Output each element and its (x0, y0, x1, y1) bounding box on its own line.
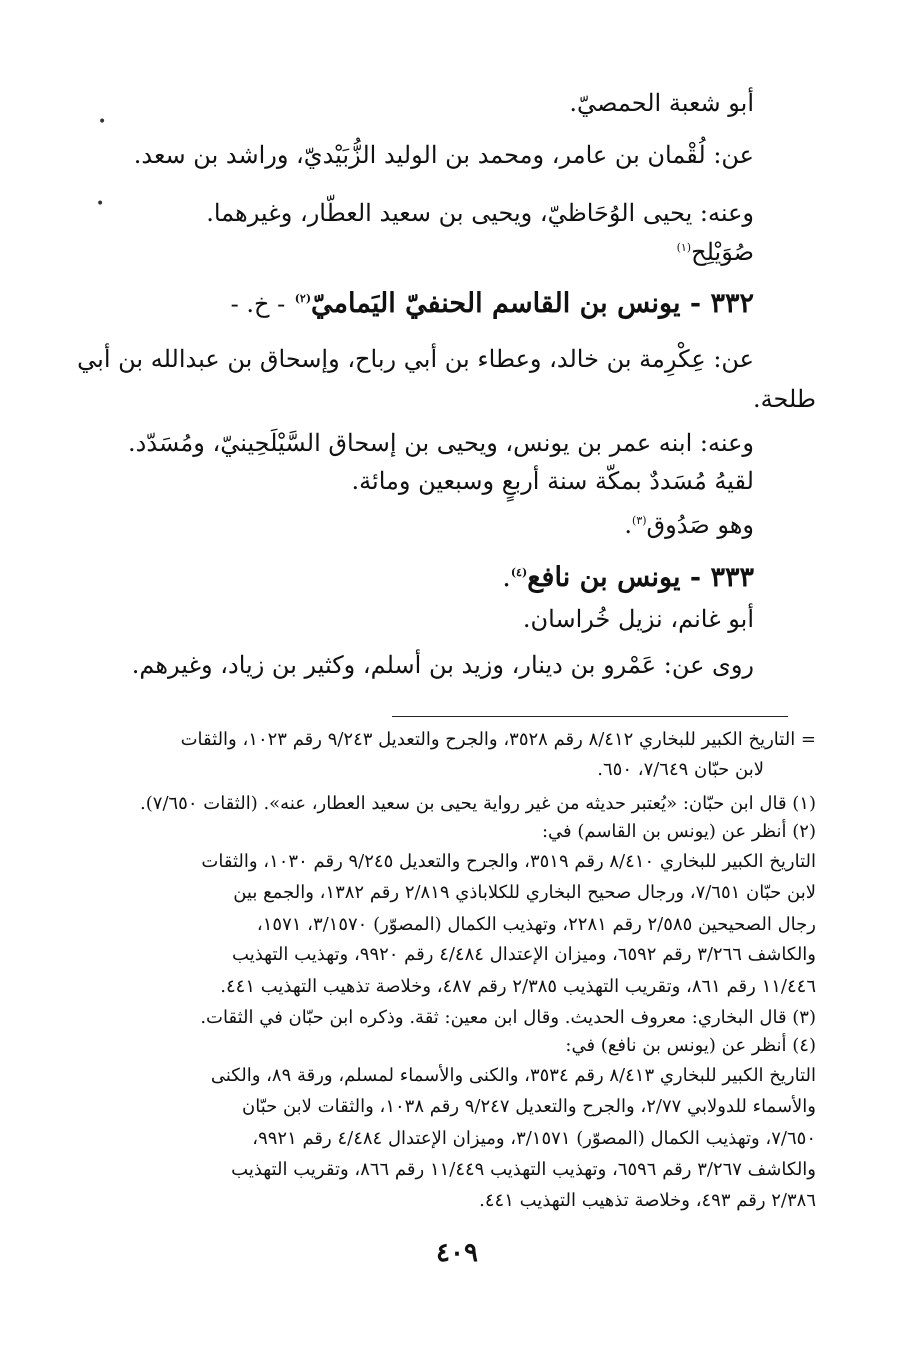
punctuation: . (624, 511, 633, 539)
footnote-line: = التاريخ الكبير للبخاري ٨/٤١٢ رقم ٣٥٢٨، والجرح والتعديل ٩/٢٤٣ رقم ١٠٢٣، والثقات (180, 729, 816, 750)
page-number: ٤٠٩ (436, 1238, 478, 1268)
text-line: روى عن: عَمْرو بن دينار، وزيد بن أسلم، وكثير بن زياد، وغيرهم. (131, 651, 754, 679)
footnote-line: ١١/٤٤٦ رقم ٨٦١، وتقريب التهذيب ٢/٣٨٥ رقم ٤٨٧، وخلاصة تذهيب التهذيب ٤٤١. (220, 976, 816, 997)
footnote-line: (١) قال ابن حبّان: «يُعتبر حديثه من غير رواية يحيى بن سعيد العطار، عنه». (الثقات ٧/٦٥٠). (140, 793, 816, 814)
entry-title: ٣٣٣ - يونس بن نافع (527, 562, 754, 593)
footnote-separator (392, 716, 788, 717)
footnote-line: ٧/٦٥٠، وتهذيب الكمال (المصوّر) ٣/١٥٧١، وميزان الإعتدال ٤/٤٨٤ رقم ٩٩٢١، (252, 1128, 816, 1149)
footnote-line: والكاشف ٣/٢٦٧ رقم ٦٥٩٦، وتهذيب التهذيب ١١/٤٤٩ رقم ٨٦٦، وتقريب التهذيب (231, 1159, 816, 1180)
entry-heading-332 (231, 288, 754, 319)
footnote-line: لابن حبّان ٧/٦٤٩، ٦٥٠. (597, 759, 764, 780)
footnote-line: (٣) قال البخاري: معروف الحديث. وقال ابن معين: ثقة. وذكره ابن حبّان في الثقات. (200, 1007, 816, 1028)
footnote-line: ٢/٣٨٦ رقم ٤٩٣، وخلاصة تذهيب التهذيب ٤٤١. (479, 1190, 816, 1211)
text-line (624, 506, 754, 540)
text-line (677, 233, 754, 267)
footnote-ref: (٣) (632, 514, 647, 527)
text-line: عن: عِكْرِمة بن خالد، وعطاء بن أبي رباح، وإسحاق بن عبدالله بن أبي (77, 345, 754, 373)
footnote-ref: (١) (676, 241, 692, 254)
text-line: طلحة. (752, 385, 816, 413)
footnote-ref: (٤) (510, 566, 528, 579)
footnote-line: لابن حبّان ٧/٦٥١، ورجال صحيح البخاري للكلاباذي ٢/٨١٩ رقم ١٣٨٢، والجمع بين (233, 882, 816, 903)
footnote-line: التاريخ الكبير للبخاري ٨/٤١٠ رقم ٣٥١٩، والجرح والتعديل ٩/٢٤٥ رقم ١٠٣٠، والثقات (201, 851, 816, 872)
footnote-line: رجال الصحيحين ٢/٥٨٥ رقم ٢٢٨١، وتهذيب الكمال (المصوّر) ٣/١٥٧٠، ١٥٧١، (256, 914, 816, 935)
footnote-line: التاريخ الكبير للبخاري ٨/٤١٣ رقم ٣٥٣٤، والكنى والأسماء لمسلم، ورقة ٨٩، والكنى (210, 1065, 816, 1086)
text-line: وعنه: ابنه عمر بن يونس، ويحيى بن إسحاق السَّيْلَحِينيّ، ومُسَدّد. (128, 429, 754, 457)
footnote-line: والكاشف ٣/٢٦٦ رقم ٦٥٩٢، وميزان الإعتدال ٤/٤٨٤ رقم ٩٩٢٠، وتهذيب التهذيب (232, 944, 816, 965)
punctuation: . (502, 562, 511, 593)
entry-tag: - خ. - (230, 290, 286, 318)
footnote-line: (٢) أنظر عن (يونس بن القاسم) في: (541, 821, 816, 842)
text-line: أبو غانم، نزيل خُراسان. (522, 605, 754, 633)
margin-dot: • (96, 196, 105, 212)
text-line: وعنه: يحيى الوُحَاظيّ، ويحيى بن سعيد العطّار، وغيرهما. (206, 199, 754, 227)
margin-dot: • (98, 114, 107, 130)
footnote-line: والأسماء للدولابي ٢/٧٧، والجرح والتعديل ٩/٢٤٧ رقم ١٠٣٨، والثقات لابن حبّان (241, 1096, 816, 1117)
entry-heading-333 (502, 562, 754, 593)
text-line: أبو شعبة الحمصيّ. (569, 89, 754, 117)
footnote-ref: (٢) (294, 292, 312, 305)
text-line: لقيهُ مُسَددٌ بمكّة سنة أربعٍ وسبعين ومائة. (351, 467, 754, 495)
text-fragment: صُوَيْلِح (691, 238, 754, 266)
footnote-line: (٤) أنظر عن (يونس بن نافع) في: (565, 1035, 816, 1056)
text-fragment: وهو صَدُوق (646, 511, 754, 539)
text-line: عن: لُقْمان بن عامر، ومحمد بن الوليد الزُّبَيْديّ، وراشد بن سعد. (133, 141, 754, 169)
entry-title: ٣٣٢ - يونس بن القاسم الحنفيّ اليَماميّ (311, 288, 754, 319)
